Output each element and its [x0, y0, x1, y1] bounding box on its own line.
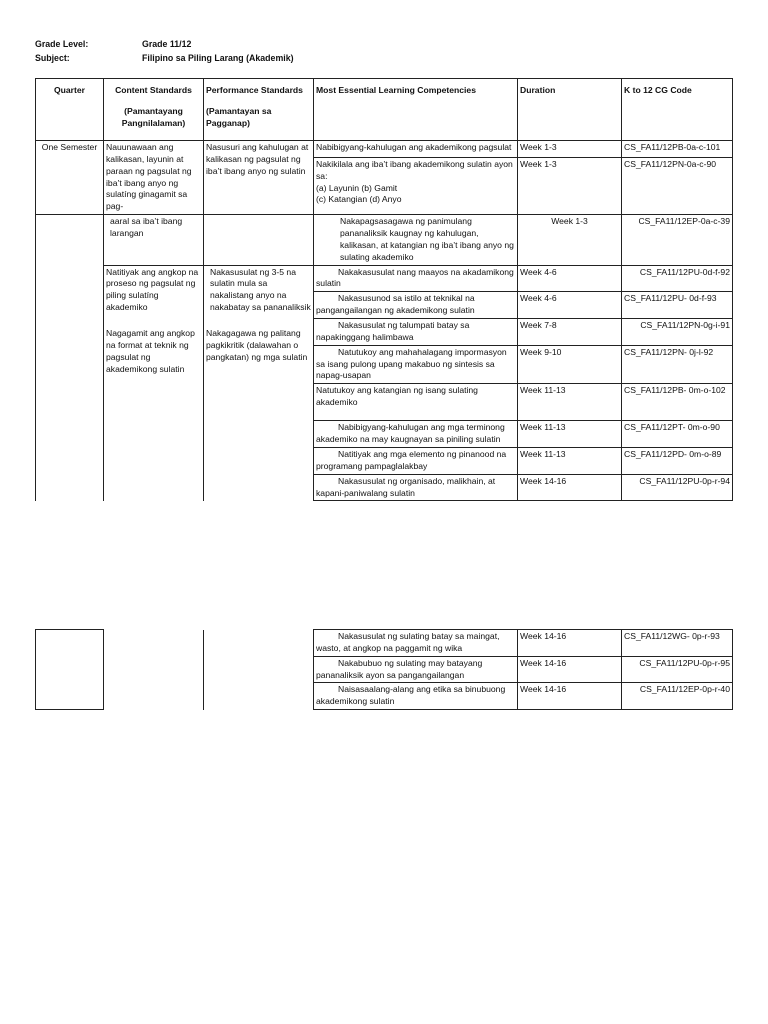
- code-text: CS_FA11/12WG- 0p-r-93: [624, 631, 720, 641]
- duration-cell: [518, 157, 622, 214]
- performance-standard-cell-empty: [204, 215, 314, 265]
- code-text: CS_FA11/12PU-0p-r-95: [639, 657, 730, 668]
- code-text: CS_FA11/12PN-0g-i-91: [640, 320, 730, 331]
- melc-text: Nakapagsasagawa ng panimulang pananaliksik kaugnay ng kahulugan, kalikasan, at katangian ng iba’t ibang anyo ng sulating akademiko: [340, 216, 514, 262]
- melc-text: Nakasusulat ng sulating batay sa maingat, wasto, at angkop na paggamit ng wika: [316, 631, 500, 653]
- performance-standard-cell: [204, 265, 314, 501]
- grade-level-label: Grade Level:: [35, 39, 89, 49]
- content-standard-cell: [104, 265, 204, 501]
- header-content-standards: [104, 79, 204, 141]
- code-text: CS_FA11/12PU-0d-f-92: [639, 266, 730, 277]
- content-standard-text: aaral sa iba’t ibang larangan: [110, 216, 183, 239]
- duration-cell: [518, 141, 622, 158]
- header-performance-sub: (Pamantayan sa Pagganap): [206, 105, 272, 128]
- competencies-table: [35, 78, 733, 501]
- header-quarter-text: Quarter: [53, 85, 86, 95]
- duration-cell: [518, 292, 622, 319]
- header-performance-standards: [204, 79, 314, 141]
- code-text: CS_FA11/12PT- 0m-o-90: [624, 422, 720, 433]
- code-cell: [622, 683, 733, 710]
- header-row: [36, 79, 733, 141]
- melc-cell: [314, 630, 518, 657]
- melc-cell: [314, 421, 518, 448]
- code-text: CS_FA11/12PD- 0m-o-89: [624, 449, 722, 460]
- duration-text: Week 7-8: [520, 320, 557, 331]
- melc-text: Nakasusulat ng organisado, malikhain, at kapani-paniwalang sulatin: [316, 475, 496, 498]
- melc-cell: [314, 215, 518, 265]
- quarter-cell: [36, 141, 104, 215]
- table-row: [36, 215, 733, 265]
- code-cell: [622, 157, 733, 214]
- duration-cell: [518, 474, 622, 501]
- duration-text: Week 1-3: [520, 142, 557, 152]
- performance-standard-cell: [204, 141, 314, 215]
- melc-cell: [314, 157, 518, 214]
- code-cell: [622, 265, 733, 292]
- melc-text: Natutukoy ang katangian ng isang sulating akademiko: [316, 385, 478, 408]
- header-code: [622, 79, 733, 141]
- table-row: [36, 630, 733, 657]
- code-text: CS_FA11/12PB-0a-c-101: [624, 142, 721, 152]
- header-code-text: K to 12 CG Code: [624, 85, 692, 95]
- duration-text: Week 11-13: [520, 449, 566, 460]
- code-cell: [622, 656, 733, 683]
- header-performance-text: Performance Standards: [206, 85, 303, 95]
- duration-text: Week 1-3: [551, 216, 588, 227]
- duration-text: Week 14-16: [520, 631, 567, 641]
- subject-value: Filipino sa Piling Larang (Akademik): [142, 53, 294, 63]
- melc-cell: [314, 384, 518, 421]
- performance-standard-cell-empty: [204, 630, 314, 710]
- performance-standard-text: Nasusuri ang kahulugan at kalikasan ng pagsulat ng iba’t ibang anyo ng sulatin: [206, 142, 309, 176]
- duration-text: Week 11-13: [520, 422, 566, 433]
- header-melc: [314, 79, 518, 141]
- header-duration: [518, 79, 622, 141]
- melc-cell: [314, 345, 518, 384]
- code-text: CS_FA11/12PB- 0m-o-102: [624, 385, 726, 396]
- duration-text: Week 14-16: [520, 475, 567, 486]
- duration-text: Week 14-16: [520, 657, 567, 668]
- duration-text: Week 1-3: [520, 158, 557, 169]
- code-cell: [622, 215, 733, 265]
- melc-cell: [314, 448, 518, 475]
- content-standard-text: Natitiyak ang angkop na proseso ng pagsulat ng piling sulatíng akademiko: [106, 266, 199, 313]
- duration-cell: [518, 448, 622, 475]
- code-cell: [622, 292, 733, 319]
- duration-text: Week 4-6: [520, 293, 557, 304]
- melc-cell: [314, 292, 518, 319]
- content-standard-cell: [104, 141, 204, 215]
- code-text: CS_FA11/12PN- 0j-l-92: [624, 346, 714, 357]
- code-cell: [622, 319, 733, 346]
- melc-text: Nakabubuo ng sulating may batayang pananaliksik ayon sa pangangailangan: [316, 657, 483, 680]
- duration-cell: [518, 656, 622, 683]
- melc-cell: [314, 474, 518, 501]
- quarter-text: One Semester: [41, 142, 98, 152]
- header-duration-text: Duration: [520, 85, 556, 95]
- performance-standard-text-2: Nakagagawa ng palitang pagkikritik (dalawahan o pangkatan) ng mga sulatin: [206, 328, 308, 362]
- code-cell: [622, 141, 733, 158]
- melc-cell: [314, 319, 518, 346]
- code-text: CS_FA11/12PU-0p-r-94: [639, 475, 730, 486]
- table-row: [36, 265, 733, 292]
- content-standard-text: Nauunawaan ang kalikasan, layunin at paraan ng pagsulat ng iba’t ibang anyo ng sulatíng ginagamit sa pag-: [106, 142, 192, 212]
- code-text: CS_FA11/12EP-0p-r-40: [639, 684, 730, 695]
- melc-text: Natitiyak ang mga elemento ng pinanood na programang pampaglalakbay: [316, 449, 507, 471]
- duration-text: Week 11-13: [520, 385, 566, 396]
- melc-text: Nakakasusulat nang maayos na akadamikong sulatin: [316, 266, 514, 289]
- melc-cell: [314, 265, 518, 292]
- melc-text-a: (a) Layunin (b) Gamit: [316, 182, 398, 193]
- grade-level-value: Grade 11/12: [142, 39, 192, 49]
- duration-cell: [518, 384, 622, 421]
- duration-cell: [518, 683, 622, 710]
- header-melc-text: Most Essential Learning Competencies: [316, 85, 476, 95]
- quarter-cell-empty: [36, 215, 104, 501]
- duration-text: Week 14-16: [520, 684, 567, 695]
- code-text: CS_FA11/12EP-0a-c-39: [638, 216, 730, 227]
- melc-cell: [314, 141, 518, 158]
- content-standard-cell: [104, 215, 204, 265]
- melc-text-b: (c) Katangian (d) Anyo: [316, 194, 402, 205]
- code-text: CS_FA11/12PN-0a-c-90: [624, 158, 717, 169]
- melc-text: Nabibigyang-kahulugan ang mga terminong akademiko na may kaugnayan sa piniling sulatin: [316, 422, 505, 445]
- duration-cell: [518, 421, 622, 448]
- table-row: [36, 141, 733, 158]
- code-cell: [622, 421, 733, 448]
- melc-text: Nakikilala ang iba’t ibang akademikong sulatin ayon sa:: [316, 158, 513, 181]
- duration-cell: [518, 319, 622, 346]
- code-cell: [622, 630, 733, 657]
- melc-cell: [314, 656, 518, 683]
- code-text: CS_FA11/12PU- 0d-f-93: [624, 293, 717, 304]
- duration-cell: [518, 215, 622, 265]
- header-content-sub: (Pamantayang Pangnilalaman): [121, 105, 186, 128]
- code-cell: [622, 448, 733, 475]
- melc-text: Nakasusulat ng talumpati batay sa napakinggang halimbawa: [316, 320, 470, 342]
- subject-label: Subject:: [35, 53, 70, 63]
- duration-cell: [518, 265, 622, 292]
- competencies-table-continued: [35, 629, 733, 710]
- header-content-text: Content Standards: [115, 85, 192, 95]
- melc-text: Nabibigyang-kahulugan ang akademikong pagsulat: [316, 142, 512, 152]
- code-cell: [622, 384, 733, 421]
- duration-cell: [518, 345, 622, 384]
- content-standard-cell-empty: [104, 630, 204, 710]
- performance-standard-text: Nakasusulat ng 3-5 na sulatin mula sa nakalistang anyo na nakabatay sa pananaliksik: [210, 266, 311, 313]
- duration-cell: [518, 630, 622, 657]
- melc-cell: [314, 683, 518, 710]
- code-cell: [622, 474, 733, 501]
- duration-text: Week 9-10: [520, 346, 562, 357]
- content-standard-text-2: Nagagamit ang angkop na format at teknik ng pagsulat ng akademikong sulatin: [106, 328, 195, 374]
- melc-text: Nakasusunod sa istilo at teknikal na pangangailangan ng akademikong sulatin: [316, 293, 475, 316]
- melc-text: Naisasaalang-alang ang etika sa binubuong akademikong sulatin: [316, 684, 506, 707]
- duration-text: Week 4-6: [520, 266, 557, 277]
- quarter-cell-empty: [36, 630, 104, 710]
- melc-text: Natutukoy ang mahahalagang impormasyon sa isang pulong upang makabuo ng sintesis sa napag-usapan: [316, 346, 507, 381]
- header-quarter: [36, 79, 104, 141]
- code-cell: [622, 345, 733, 384]
